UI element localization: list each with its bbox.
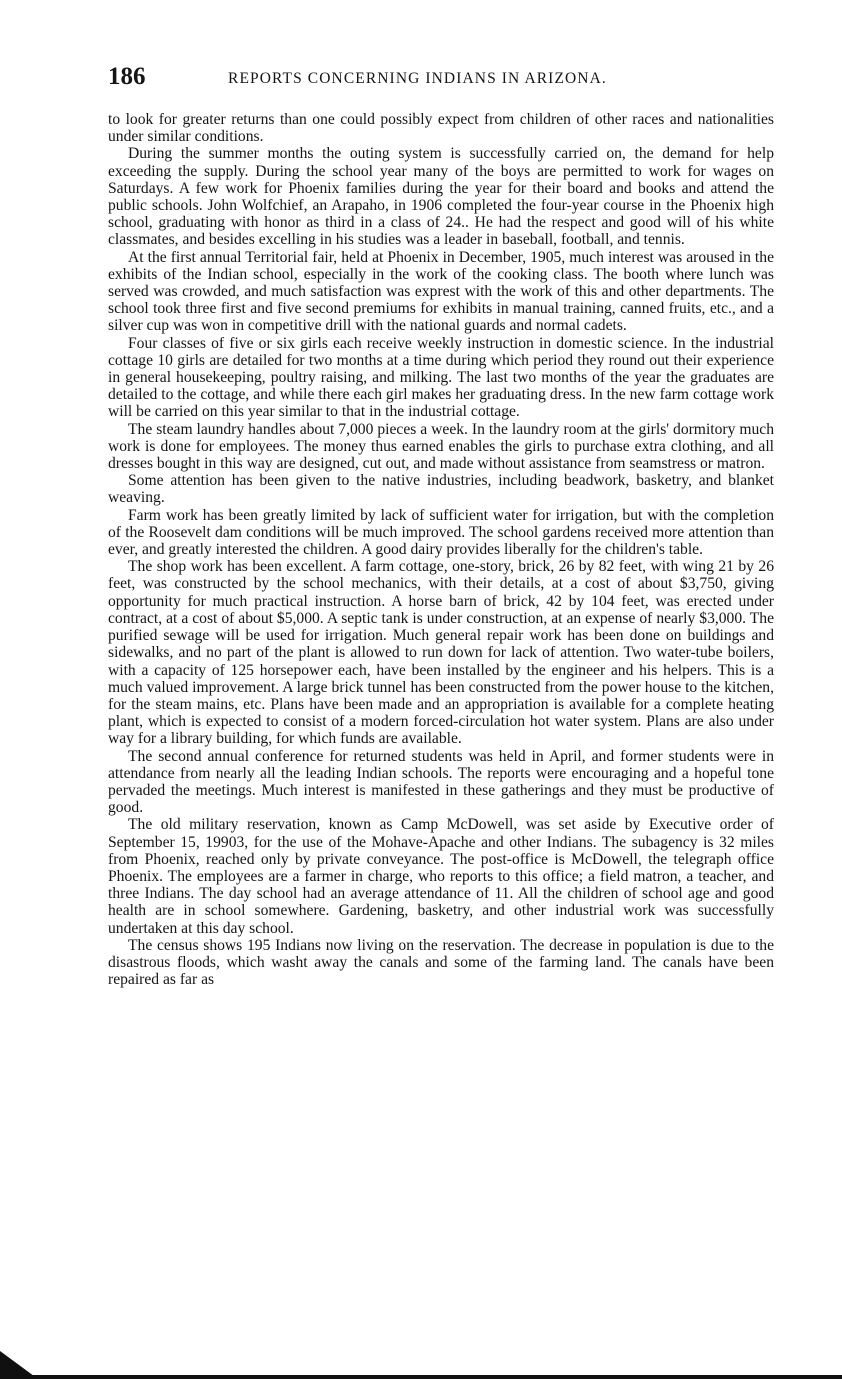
paragraph-territorial-fair: At the first annual Territorial fair, held at Phoenix in December, 1905, much interest was aroused in the exhibits of the Indian school, especially in the work of the cooking class. The booth where lunch was served was crowded, and much satisfaction was exprest with the work of this and other departments. The school took three first and five second premiums for exhibits in manual training, canned fruits, etc., and a silver cup was won in competitive drill with the national guards and normal cadets. <box>108 248 774 335</box>
paragraph-annual-conference: The second annual conference for returned students was held in April, and former students were in attendance from nearly all the leading Indian schools. The reports were encouraging and a hopeful tone pervaded the meetings. Much interest is manifested in these gatherings and they must be productive of good. <box>108 747 774 817</box>
paragraph-census: The census shows 195 Indians now living on the reservation. The decrease in population is due to the disastrous floods, which washt away the canals and some of the farming land. The canals have been repaired as far as <box>108 936 774 989</box>
paragraph-camp-mcdowell: The old military reservation, known as Camp McDowell, was set aside by Executive order of September 15, 19903, for the use of the Mohave-Apache and other Indians. The subagency is 32 miles from Phoenix, reached only by private conveyance. The post-office is McDowell, the telegraph office Phoenix. The employees are a farmer in charge, who reports to this office; a field matron, a teacher, and three Indians. The day school had an average attendance of 11. All the children of school age and good health are in school somewhere. Gardening, basketry, and other industrial work was successfully undertaken at this day school. <box>108 816 774 937</box>
scan-edge-shadow <box>0 1351 842 1379</box>
paragraph-shop-work: The shop work has been excellent. A farm cottage, one-story, brick, 26 by 82 feet, with wing 21 by 26 feet, was constructed by the school mechanics, with their details, at a cost of about $3,750, giving opportunity for much practical instruction. A horse barn of brick, 42 by 104 feet, was erected under contract, at a cost of about $5,000. A septic tank is under construction, at an expense of nearly $3,000. The purified sewage will be used for irrigation. Much general repair work has been done on buildings and sidewalks, and no part of the plant is allowed to run down for lack of attention. Two water-tube boilers, with a capacity of 125 horsepower each, have been installed by the engineer and his helpers. This is a much valued improvement. A large brick tunnel has been constructed from the power house to the kitchen, for the steam mains, etc. Plans have been made and an appropriation is available for a complete heating plant, which is expected to consist of a modern forced-circulation hot water system. Plans are also under way for a library building, for which funds are available. <box>108 558 774 748</box>
paragraph-farm-work: Farm work has been greatly limited by lack of sufficient water for irrigation, but with the completion of the Roosevelt dam conditions will be much improved. The school gardens received more attention than ever, and greatly interested the children. A good dairy provides liberally for the children's table. <box>108 506 774 559</box>
body-text <box>108 111 774 988</box>
paragraph-outing-system: During the summer months the outing system is successfully carried on, the demand for help exceeding the supply. During the school year many of the boys are permitted to work for wages on Saturdays. A few work for Phoenix families during the year for their board and books and attend the public schools. John Wolfchief, an Arapaho, in 1906 completed the four-year course in the Phoenix high school, graduating with honor as third in a class of 24.. He had the respect and good will of his white classmates, and besides excelling in his studies was a leader in baseball, football, and tennis. <box>108 145 774 249</box>
paragraph-continuation: to look for greater returns than one could possibly expect from children of other races and nationalities under similar conditions. <box>108 111 774 146</box>
page-number: 186 <box>108 63 146 90</box>
paragraph-steam-laundry: The steam laundry handles about 7,000 pieces a week. In the laundry room at the girls' dormitory much work is done for employees. The money thus earned enables the girls to purchase extra clothing, and all dresses bought in this way are designed, cut out, and made without assistance from seamstress or matron. <box>108 420 774 473</box>
paragraph-domestic-science: Four classes of five or six girls each receive weekly instruction in domestic science. In the industrial cottage 10 girls are detailed for two months at a time during which period they round out their experience in general housekeeping, poultry raising, and milking. The last two months of the year the graduates are detailed to the cottage, and while there each girl makes her graduating dress. In the new farm cottage work will be carried on this year similar to that in the industrial cottage. <box>108 334 774 421</box>
running-head: REPORTS CONCERNING INDIANS IN ARIZONA. <box>228 70 607 87</box>
paragraph-native-industries: Some attention has been given to the native industries, including beadwork, basketry, and blanket weaving. <box>108 472 774 507</box>
page-header <box>108 63 774 93</box>
